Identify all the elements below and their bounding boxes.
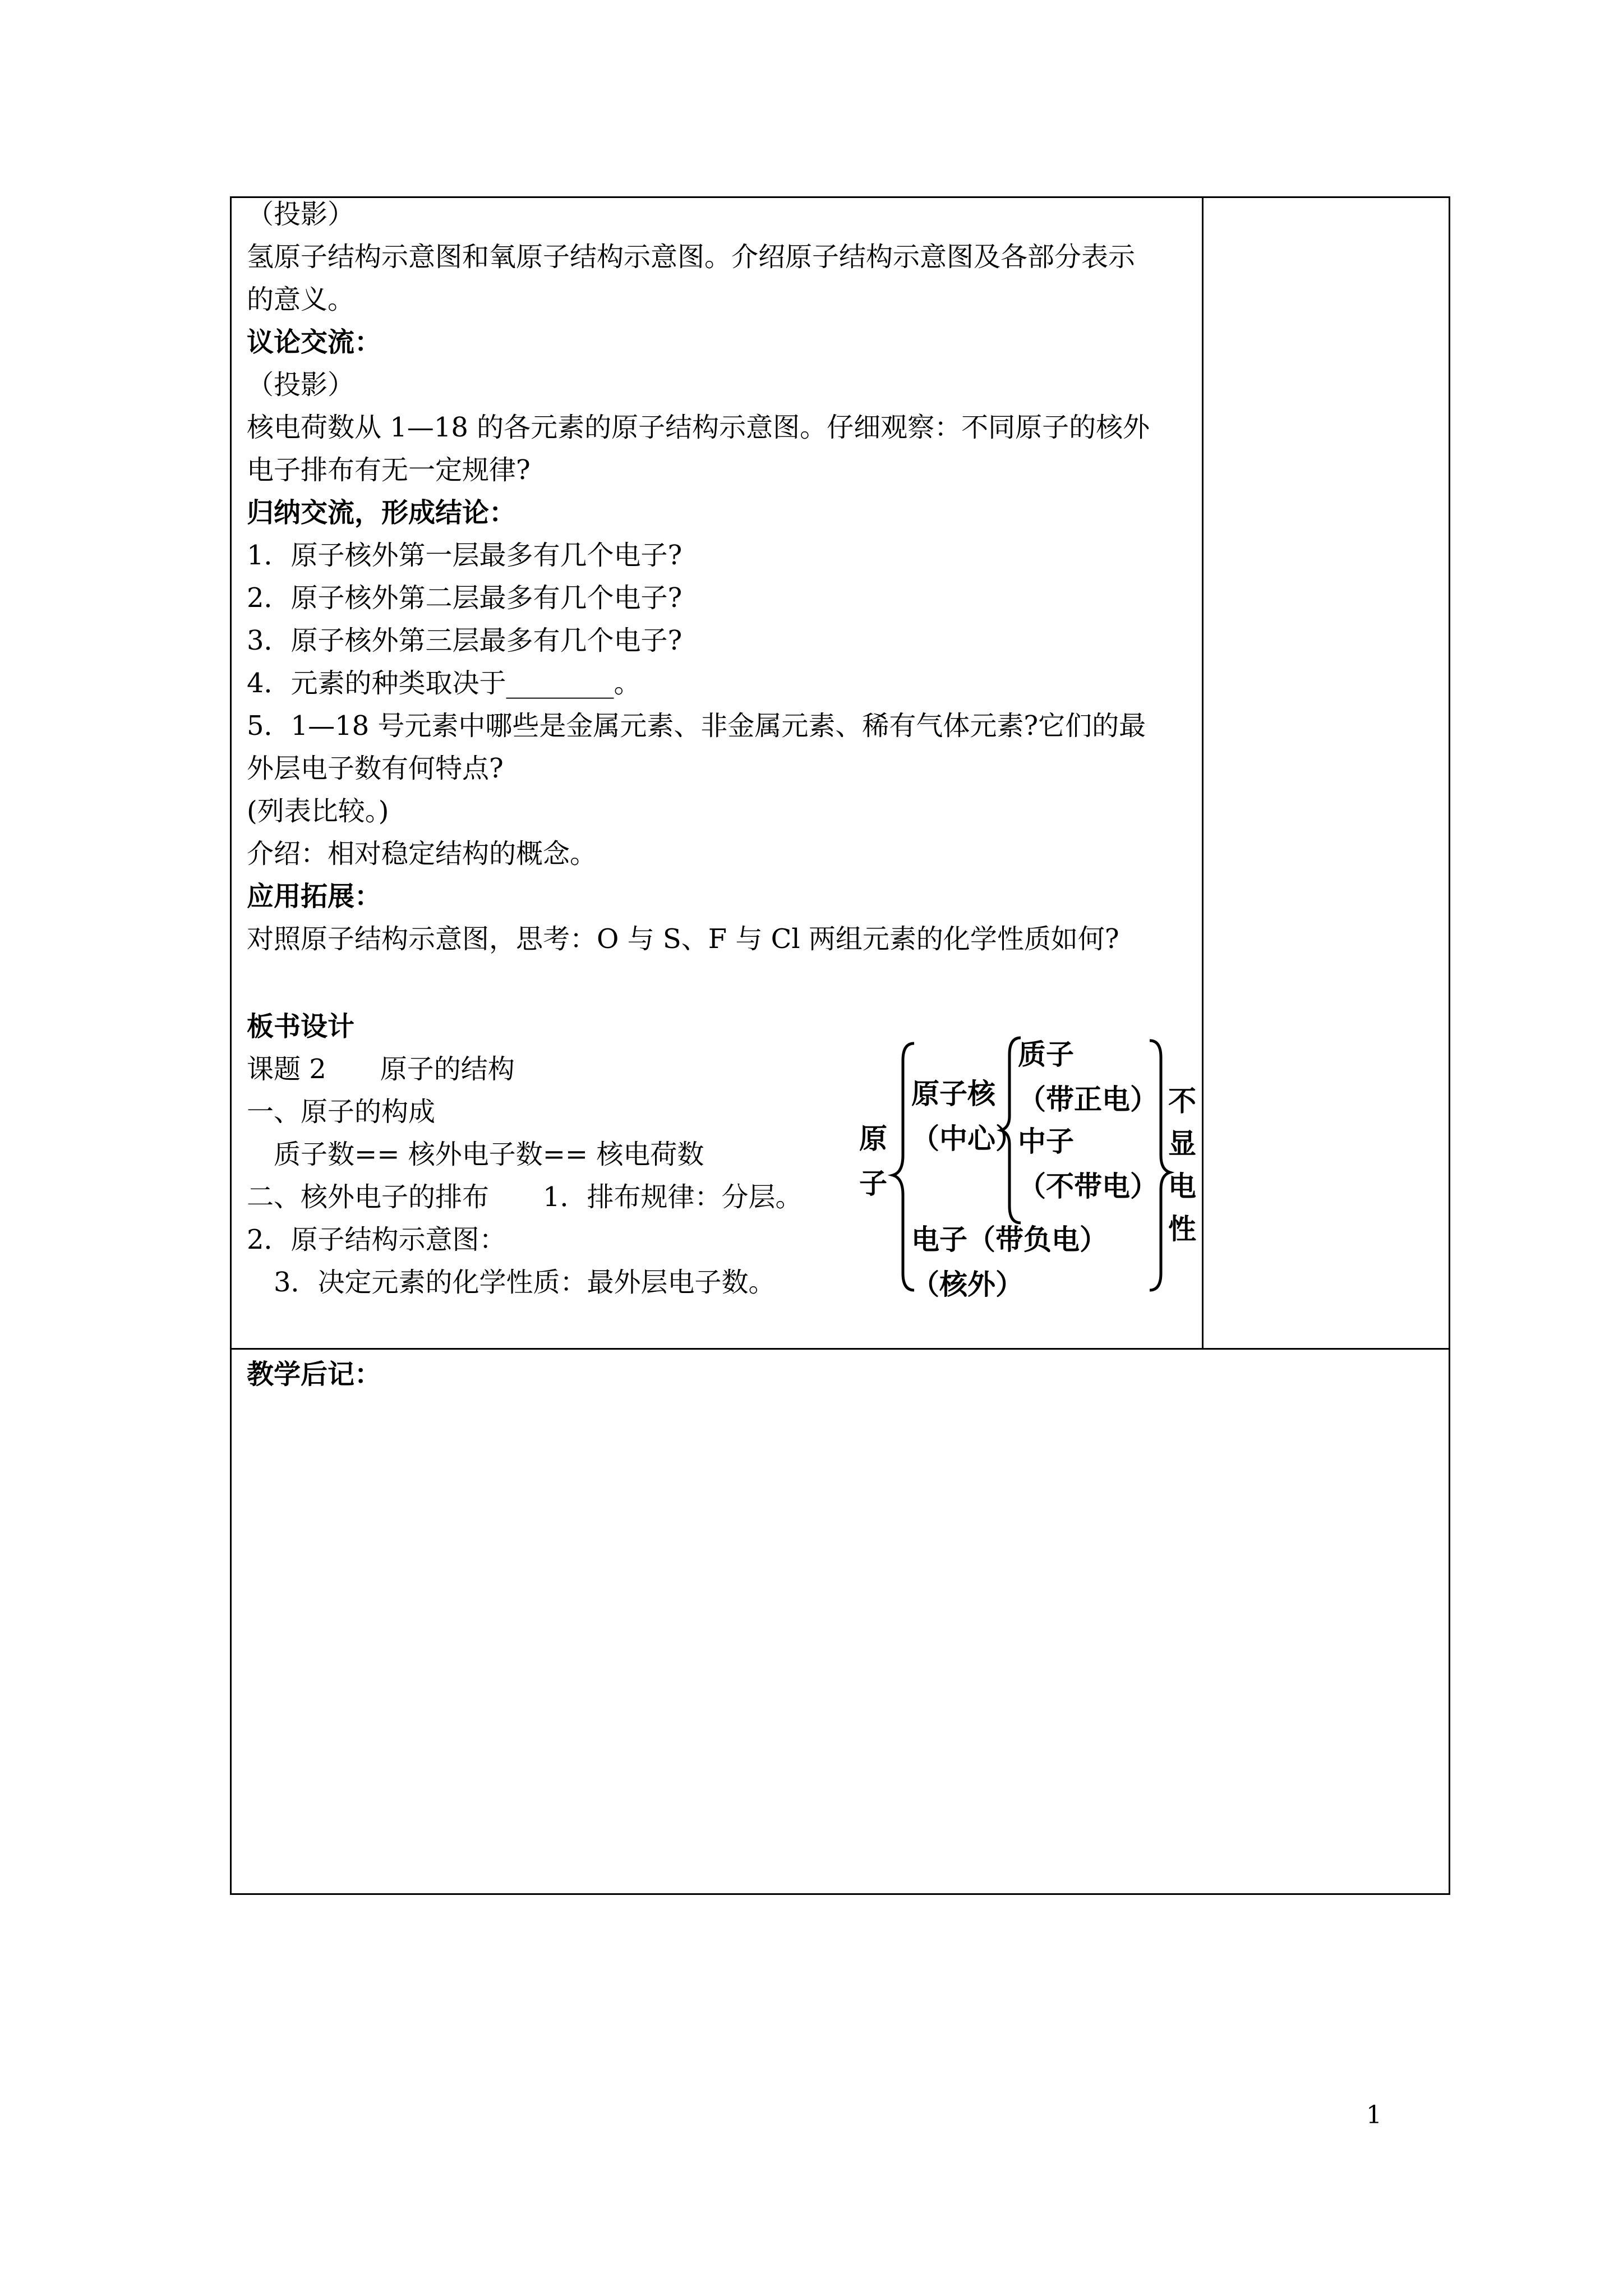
text-line: 电子排布有无一定规律? [247,454,531,486]
text-line: 氢原子结构示意图和氧原子结构示意图。介绍原子结构示意图及各部分表示 [247,241,1136,273]
text-line: 2．原子核外第二层最多有几个电子? [247,582,683,614]
neutral-label: 不 显 电 性 [1168,1085,1196,1245]
text-line: (列表比较。) [247,795,389,827]
board-line: 课题 2 原子的结构 [247,1053,515,1085]
text-line: 1．原子核外第一层最多有几个电子? [247,540,683,571]
board-line: 2．原子结构示意图： [247,1224,506,1255]
section-heading: 应用拓展： [247,881,382,912]
board-line: 一、原子的构成 [247,1096,436,1128]
text-line: 外层电子数有何特点? [247,753,504,784]
section-heading: 议论交流： [247,326,382,358]
text-line: 3．原子核外第三层最多有几个电子? [247,625,683,656]
page-number: 1 [1366,2101,1382,2129]
electron-label: 电子（带负电） （核外） [911,1223,1108,1301]
board-heading: 板书设计 [247,1011,355,1042]
text-line: （投影） [247,369,355,401]
text-line: 核电荷数从 1—18 的各元素的原子结构示意图。仔细观察：不同原子的核外 [247,412,1150,443]
section-heading: 归纳交流，形成结论： [247,497,517,528]
text-line: 介绍：相对稳定结构的概念。 [247,838,597,869]
proton-label: 质子 （带正电） [1018,1038,1158,1116]
text-line: 4．元素的种类取决于________。 [247,668,641,699]
atom-label: 原 子 [859,1122,887,1200]
nucleus-label: 原子核 （中心） [911,1078,1023,1155]
text-line: 对照原子结构示意图，思考：O 与 S、F 与 Cl 两组元素的化学性质如何? [247,923,1119,955]
neutron-label: 中子 （不带电） [1018,1125,1158,1203]
notes-label: 教学后记： [247,1359,382,1390]
text-line: 5．1—18 号元素中哪些是金属元素、非金属元素、稀有气体元素?它们的最 [247,710,1146,742]
board-line: 二、核外电子的排布 1．排布规律：分层。 [247,1181,803,1213]
board-line: 3．决定元素的化学性质：最外层电子数。 [247,1267,776,1298]
text-line: （投影） [247,199,355,230]
board-line: 质子数== 核外电子数== 核电荷数 [247,1139,704,1170]
text-line: 的意义。 [247,284,355,315]
